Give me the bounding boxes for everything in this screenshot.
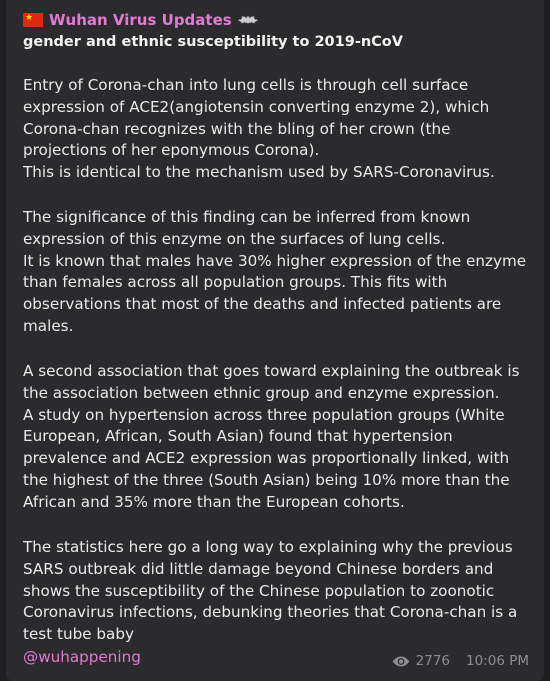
text-line: prevalence and ACE2 expression was proportionally linked, with [23, 449, 510, 468]
text-line: the highest of the three (South Asian) being 10% more than the [23, 470, 510, 489]
text-line: test tube baby [23, 625, 134, 644]
channel-name[interactable]: Wuhan Virus Updates [49, 11, 232, 29]
post-paragraph-1 [23, 75, 533, 184]
post-paragraph-2 [23, 207, 533, 338]
china-flag-icon: ★ [23, 13, 43, 27]
message-footer [391, 653, 529, 669]
post-title: gender and ethnic susceptibility to 2019-nCoV [23, 34, 403, 50]
text-line: the association between ethnic group and enzyme expression. [23, 383, 500, 402]
text-line: It is known that males have 30% higher expression of the enzyme [23, 251, 527, 270]
text-line: shows the susceptibility of the Chinese population to zoonotic [23, 581, 495, 600]
text-line: Entry of Corona-chan into lung cells is through cell surface [23, 76, 469, 94]
text-line: projections of her eponymous Corona). [23, 141, 320, 160]
text-line: expression of this enzyme on the surfaces of lung cells. [23, 229, 446, 248]
bat-icon [238, 13, 258, 27]
text-line: Coronavirus infections, debunking theories that Corona-chan is a [23, 603, 518, 622]
text-line: European, African, South Asian) found that hypertension [23, 427, 453, 446]
eye-icon [391, 655, 411, 668]
text-line: observations that most of the deaths and infected patients are [23, 295, 502, 314]
channel-header[interactable] [23, 9, 258, 31]
text-line: Corona-chan recognizes with the bling of her crown (the [23, 119, 451, 138]
post-paragraph-4 [23, 537, 533, 646]
text-line: than females across all population groups. This fits with [23, 273, 448, 292]
text-line: This is identical to the mechanism used by SARS-Coronavirus. [23, 163, 495, 182]
message-time: 10:06 PM [466, 653, 529, 669]
text-line: expression of ACE2(angiotensin converting enzyme 2), which [23, 97, 490, 116]
text-line: African and 35% more than the European cohorts. [23, 492, 405, 511]
text-line: A second association that goes toward explaining the outbreak is [23, 362, 520, 380]
channel-handle-link[interactable]: @wuhappening [23, 648, 141, 666]
text-line: SARS outbreak did little damage beyond Chinese borders and [23, 559, 494, 578]
view-count: 2776 [415, 653, 450, 669]
text-line: A study on hypertension across three population groups (White [23, 405, 505, 424]
text-line: The statistics here go a long way to explaining why the previous [23, 538, 513, 556]
post-paragraph-3 [23, 361, 533, 514]
text-line: The significance of this finding can be inferred from known [23, 208, 471, 226]
text-line: males. [23, 316, 74, 335]
